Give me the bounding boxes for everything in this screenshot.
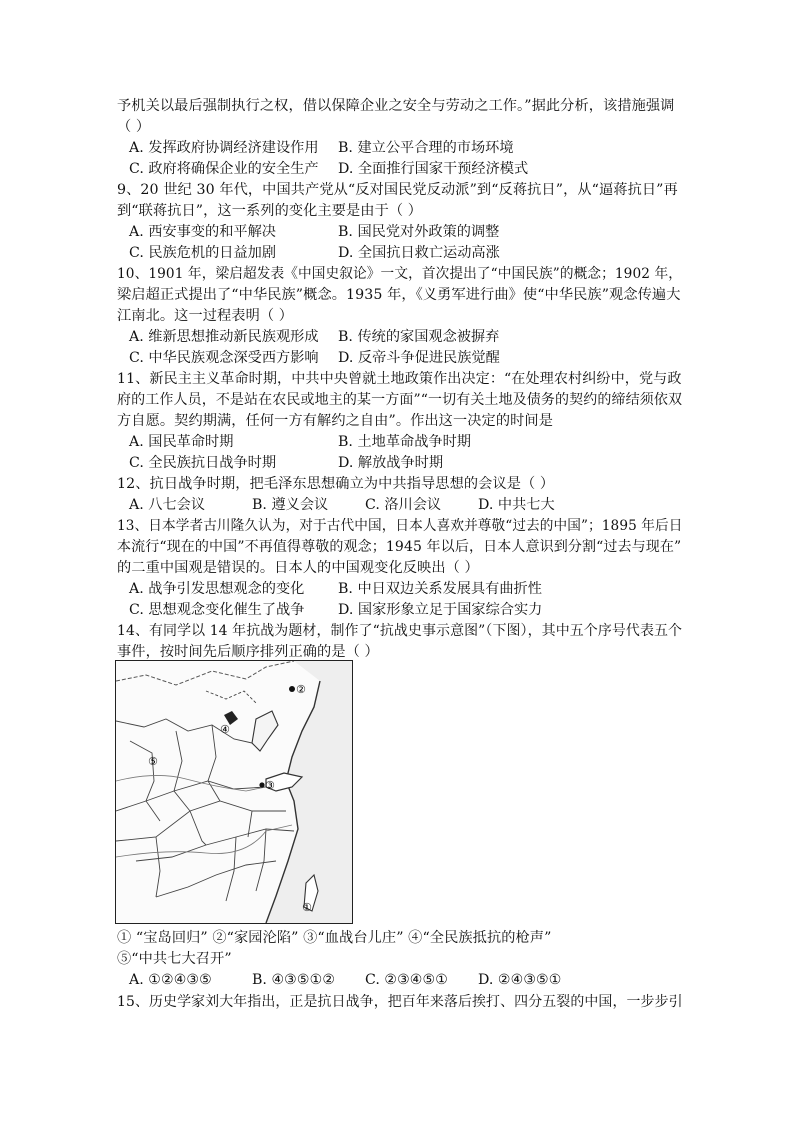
q9-line1: 9、20 世纪 30 年代，中国共产党从“反对国民党反动派”到“反蒋抗日”，从“逼蒋抗日”再	[117, 182, 678, 198]
q10-line2: 梁启超正式提出了“中华民族”概念。1935 年，《义勇军进行曲》使“中华民族”观念传遍大	[117, 287, 681, 303]
map-marker-4: ④	[220, 723, 230, 736]
q8-option-d: D. 全面推行国家干预经济模式	[338, 161, 529, 177]
map-marker-3: ③	[265, 779, 275, 792]
q13-line3: 的二重中国观是错误的。日本人的中国观变化反映出（ ）	[117, 560, 479, 576]
q10-line3: 江南北。这一过程表明（ ）	[117, 308, 294, 324]
q13-line1: 13、日本学者古川隆久认为，对于古代中国，日本人喜欢并尊敬“过去的中国”；1895 年后日	[117, 518, 683, 534]
q9-option-c: C. 民族危机的日益加剧	[129, 245, 277, 261]
q9-option-d: D. 全国抗日救亡运动高涨	[338, 245, 500, 261]
q11-line3: 方自愿。契约期满，任何一方有解约之自由”。作出这一决定的时间是	[117, 413, 553, 429]
q10-option-d: D. 反帝斗争促进民族觉醒	[338, 350, 500, 366]
q13-option-a: A. 战争引发思想观念的变化	[129, 581, 305, 597]
q10-line1: 10、1901 年，梁启超发表《中国史叙论》一文，首次提出了“中国民族”的概念；1902 年，	[117, 266, 682, 282]
q11-line1: 11、新民主主义革命时期，中共中央曾就土地政策作出决定：“在处理农村纠纷中，党与政	[117, 371, 682, 387]
dashed-boundary	[206, 691, 256, 703]
q8-line2: （ ）	[117, 119, 151, 135]
north-border	[116, 661, 294, 685]
q14-option-d: D. ②④③⑤①	[478, 972, 562, 988]
q8-option-c: C. 政府将确保企业的安全生产	[129, 161, 319, 177]
q11-line2: 府的工作人员，不是站在农民或地主的某一方面”“一切有关土地及债务的契约的缔结须依双	[117, 392, 683, 408]
q10-option-c: C. 中华民族观念深受西方影响	[129, 350, 319, 366]
q13-line2: 本流行“现在的中国”不再值得尊敬的观念；1945 年以后，日本人意识到分割“过去与现在”	[117, 539, 682, 555]
q14-option-a: A. ①②④③⑤	[129, 972, 212, 988]
map-drawing	[116, 661, 352, 923]
q12-option-b: B. 遵义会议	[252, 497, 329, 513]
q10-option-a: A. 维新思想推动新民族观形成	[129, 329, 319, 345]
marker-dot-3	[259, 782, 264, 787]
q13-option-c: C. 思想观念变化催生了战争	[129, 602, 305, 618]
q9-line2: 到“联蒋抗日”，这一系列的变化主要是由于（ ）	[117, 203, 423, 219]
q14-line1: 14、有同学以 14 年抗战为题材，制作了“抗战史事示意图”（下图），其中五个序号代表五个	[117, 623, 683, 639]
q15-line1: 15、历史学家刘大年指出，正是抗日战争，把百年来落后挨打、四分五裂的中国，一步步引	[117, 994, 683, 1010]
q14-option-b: B. ④③⑤①②	[252, 972, 336, 988]
q11-option-d: D. 解放战争时期	[338, 455, 444, 471]
map-marker-2: ②	[296, 683, 306, 696]
q11-option-a: A. 国民革命时期	[129, 434, 234, 450]
map-marker-1: ①	[302, 901, 312, 914]
q8-option-a: A. 发挥政府协调经济建设作用	[129, 140, 319, 156]
q12-option-a: A. 八七会议	[129, 497, 206, 513]
q8-line1: 予机关以最后强制执行之权，借以保障企业之安全与劳动之工作。”据此分析，该措施强调	[117, 98, 675, 114]
q9-option-a: A. 西安事变的和平解决	[129, 224, 276, 240]
q11-option-b: B. 土地革命战争时期	[338, 434, 471, 450]
q10-option-b: B. 传统的家国观念被摒弃	[338, 329, 500, 345]
q11-option-c: C. 全民族抗日战争时期	[129, 455, 277, 471]
anti-japanese-war-map	[115, 660, 353, 924]
q14-legend-line1: ① “宝岛回归” ②“家园沦陷” ③“血战台儿庄” ④“全民族抵抗的枪声”	[117, 930, 552, 946]
q14-line2: 事件，按时间先后顺序排列正确的是（ ）	[117, 644, 379, 660]
q12-option-c: C. 洛川会议	[365, 497, 442, 513]
map-marker-5: ⑤	[148, 755, 158, 768]
q14-option-c: C. ②③④⑤①	[365, 972, 448, 988]
q12-line1: 12、抗日战争时期，把毛泽东思想确立为中共指导思想的会议是（ ）	[117, 476, 555, 492]
q13-option-b: B. 中日双边关系发展具有曲折性	[338, 581, 542, 597]
q9-option-b: B. 国民党对外政策的调整	[338, 224, 500, 240]
q8-option-b: B. 建立公平合理的市场环境	[338, 140, 514, 156]
q14-legend-line2: ⑤“中共七大召开”	[117, 951, 232, 967]
q13-option-d: D. 国家形象立足于国家综合实力	[338, 602, 543, 618]
marker-dot-2	[289, 686, 295, 692]
q12-option-d: D. 中共七大	[478, 497, 555, 513]
province-boundaries	[116, 719, 294, 901]
bohai-shape	[252, 711, 278, 751]
